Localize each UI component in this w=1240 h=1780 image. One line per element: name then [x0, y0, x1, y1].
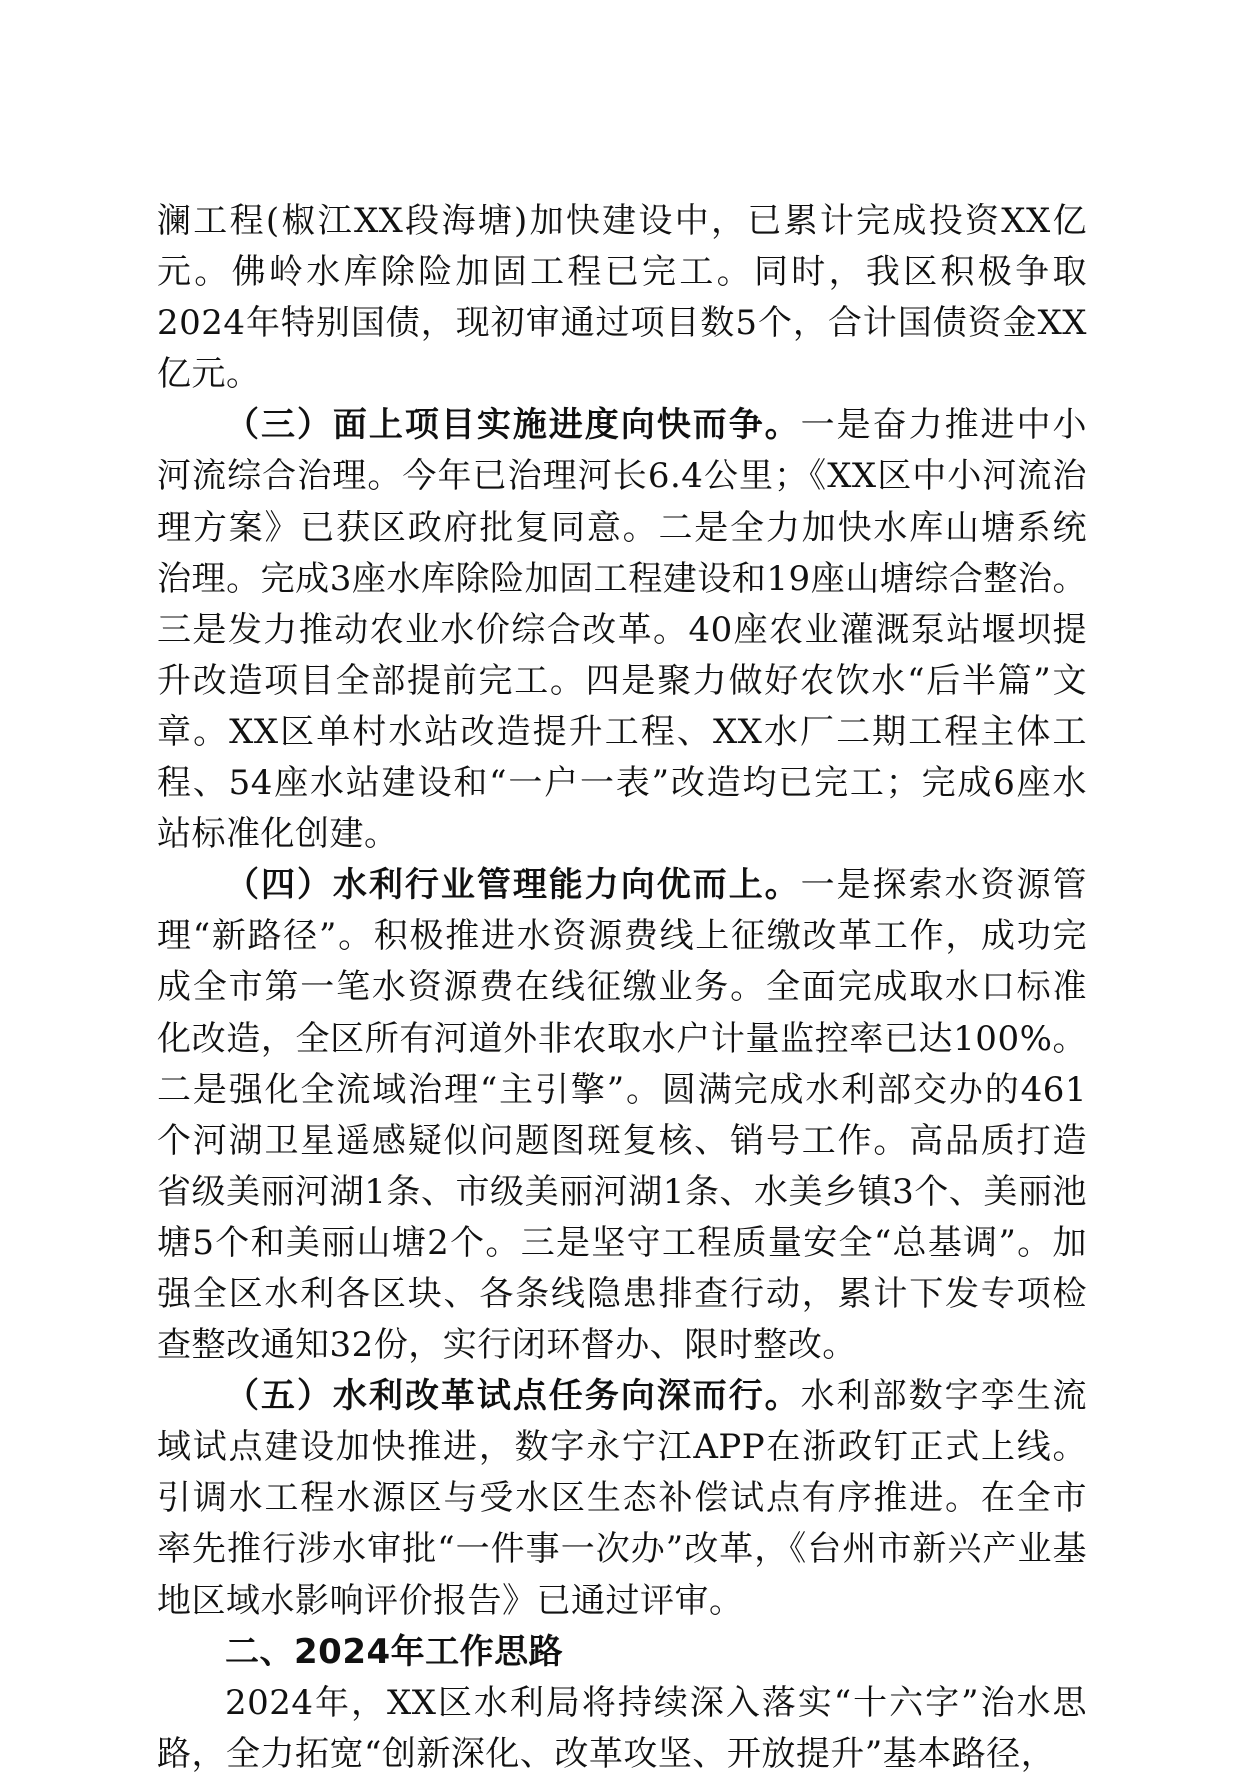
- paragraph-2-heading: （三）面上项目实施进度向快而争。: [225, 405, 801, 446]
- closing-paragraph-body: 2024年，XX区水利局将持续深入落实“十六字”治水思路，全力拓宽“创新深化、改革攻坚、开放提升”基本路径，: [157, 1682, 1087, 1774]
- paragraph-4-heading: （五）水利改革试点任务向深而行。: [225, 1376, 801, 1417]
- paragraph-1-body: 澜工程(椒江XX段海塘)加快建设中，已累计完成投资XX亿元。佛岭水库除险加固工程已完工。同时，我区积极争取2024年特别国债，现初审通过项目数5个，合计国债资金XX亿元。: [157, 201, 1087, 395]
- closing-paragraph: [157, 1678, 1087, 1780]
- document-page: [157, 196, 1087, 1780]
- paragraph-2-body: 一是奋力推进中小河流综合治理。今年已治理河长6.4公里；《XX区中小河流治理方案》已获区政府批复同意。二是全力加快水库山塘系统治理。完成3座水库除险加固工程建设和19座山塘综合整治。三是发力推动农业水价综合改革。40座农业灌溉泵站堰坝提升改造项目全部提前完工。四是聚力做好农饮水“后半篇”文章。XX区单村水站改造提升工程、XX水厂二期工程主体工程、54座水站建设和“一户一表”改造均已完工；完成6座水站标准化创建。: [157, 405, 1088, 855]
- paragraph-1: [157, 196, 1087, 400]
- section-heading: 二、2024年工作思路: [225, 1631, 564, 1672]
- paragraph-4-body: 水利部数字孪生流域试点建设加快推进，数字永宁江APP在浙政钉正式上线。引调水工程水源区与受水区生态补偿试点有序推进。在全市率先推行涉水审批“一件事一次办”改革，《台州市新兴产业基地区域水影响评价报告》已通过评审。: [157, 1376, 1088, 1621]
- paragraph-3-heading: （四）水利行业管理能力向优而上。: [225, 865, 801, 906]
- paragraph-3-body: 一是探索水资源管理“新路径”。积极推进水资源费线上征缴改革工作，成功完成全市第一笔水资源费在线征缴业务。全面完成取水口标准化改造，全区所有河道外非农取水户计量监控率已达100%。二是强化全流域治理“主引擎”。圆满完成水利部交办的461个河湖卫星遥感疑似问题图斑复核、销号工作。高品质打造省级美丽河湖1条、市级美丽河湖1条、水美乡镇3个、美丽池塘5个和美丽山塘2个。三是坚守工程质量安全“总基调”。加强全区水利各区块、各条线隐患排查行动，累计下发专项检查整改通知32份，实行闭环督办、限时整改。: [157, 865, 1088, 1366]
- paragraph-2: [157, 400, 1087, 860]
- paragraph-4: [157, 1371, 1087, 1626]
- paragraph-3: [157, 860, 1087, 1371]
